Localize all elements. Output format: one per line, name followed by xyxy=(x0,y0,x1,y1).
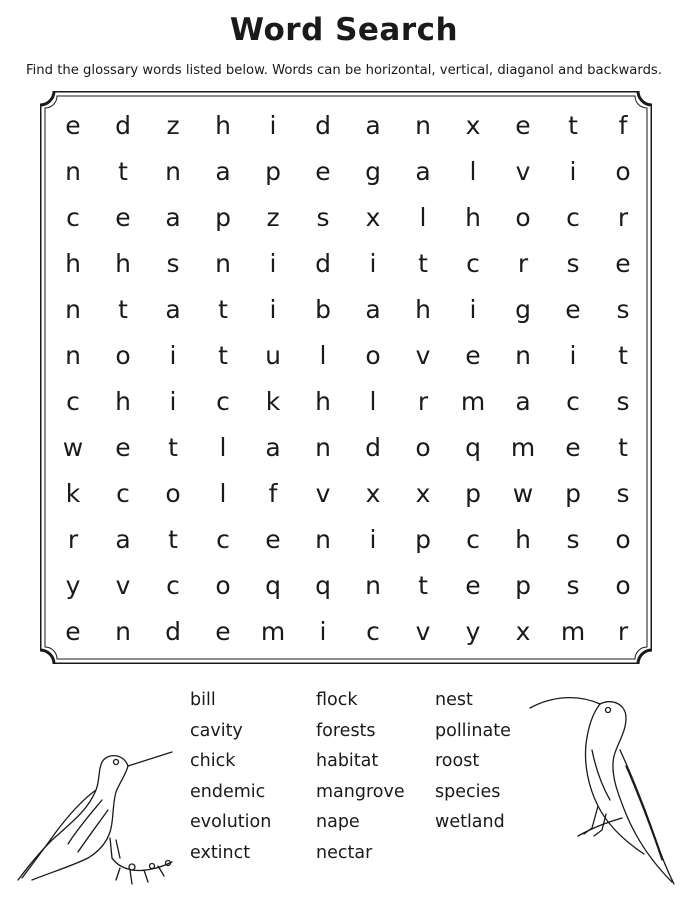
grid-cell: n xyxy=(515,341,531,370)
word-list-column-1 xyxy=(190,685,271,868)
grid-cell: n xyxy=(365,571,381,600)
grid-cell: c xyxy=(166,571,180,600)
grid-cell: p xyxy=(215,203,231,232)
grid-cell: h xyxy=(515,525,531,554)
grid-cell: p xyxy=(265,157,281,186)
grid-cell: r xyxy=(617,617,629,646)
grid-cell: s xyxy=(566,525,580,554)
word-wetland: wetland xyxy=(435,812,505,832)
grid-cell: r xyxy=(517,249,529,278)
grid-cell: y xyxy=(465,617,481,646)
grid-cell: i xyxy=(319,617,327,646)
grid-cell: c xyxy=(566,387,580,416)
grid-cell: s xyxy=(566,571,580,600)
grid-cell: y xyxy=(65,571,81,600)
grid-cell: o xyxy=(365,341,381,370)
grid-cell: i xyxy=(169,341,177,370)
grid-cell: d xyxy=(365,433,381,462)
grid-cell: z xyxy=(266,203,280,232)
grid-cell: x xyxy=(365,203,381,232)
grid-cell: v xyxy=(415,341,431,370)
word-flock: flock xyxy=(316,690,358,710)
grid-cell: t xyxy=(418,249,428,278)
grid-cell: a xyxy=(365,295,381,324)
grid-cell: l xyxy=(469,157,477,186)
grid-cell: k xyxy=(265,387,281,416)
word-mangrove: mangrove xyxy=(316,781,405,802)
grid-cell: t xyxy=(168,433,178,462)
grid-cell: h xyxy=(115,387,131,416)
grid-cell: s xyxy=(616,387,630,416)
grid-cell: c xyxy=(66,203,80,232)
grid-cell: h xyxy=(415,295,431,324)
grid-cell: i xyxy=(269,111,277,140)
grid-cell: p xyxy=(515,571,531,600)
grid-cell: l xyxy=(219,433,227,462)
grid-cell: e xyxy=(465,571,481,600)
grid-cell: h xyxy=(115,249,131,278)
grid-cell: i xyxy=(569,341,577,370)
word-list-column-2 xyxy=(316,685,405,868)
grid-cell: w xyxy=(62,433,84,462)
grid-cell: d xyxy=(315,111,331,140)
grid-cell: p xyxy=(565,479,581,508)
grid-cell: v xyxy=(115,571,131,600)
grid-cell: e xyxy=(65,111,81,140)
grid-cell: g xyxy=(515,295,531,324)
grid-cell: i xyxy=(269,249,277,278)
grid-cell: c xyxy=(566,203,580,232)
grid-cell: e xyxy=(565,295,581,324)
grid-cell: c xyxy=(466,525,480,554)
grid-cell: n xyxy=(415,111,431,140)
word-bill: bill xyxy=(190,690,216,710)
word-endemic: endemic xyxy=(190,781,266,802)
grid-cell: m xyxy=(260,617,286,646)
grid-cell: d xyxy=(165,617,181,646)
grid-cell: t xyxy=(618,433,628,462)
grid-cell: q xyxy=(315,571,331,600)
grid-cell: n xyxy=(215,249,231,278)
grid-cell: l xyxy=(369,387,377,416)
grid-cell: o xyxy=(515,203,531,232)
grid-cell: e xyxy=(265,525,281,554)
instructions: Find the glossary words listed below. Words can be horizontal, vertical, diaganol and backwards. xyxy=(26,63,662,78)
grid-cell: e xyxy=(515,111,531,140)
grid-cell: n xyxy=(65,295,81,324)
grid-cell: n xyxy=(115,617,131,646)
grid-cell: d xyxy=(115,111,131,140)
grid-cell: v xyxy=(515,157,531,186)
hummingbird-perched-icon xyxy=(12,740,182,890)
grid-cell: e xyxy=(115,433,131,462)
grid-cell: e xyxy=(465,341,481,370)
word-roost: roost xyxy=(435,751,480,771)
grid-cell: l xyxy=(319,341,327,370)
grid-cell: q xyxy=(265,571,281,600)
grid-cell: a xyxy=(365,111,381,140)
word-habitat: habitat xyxy=(316,751,379,771)
grid-cell: r xyxy=(417,387,429,416)
grid-cell: c xyxy=(216,387,230,416)
hummingbird-icon xyxy=(522,690,682,890)
grid-cell: u xyxy=(265,341,281,370)
grid-cell: t xyxy=(118,157,128,186)
word-nectar: nectar xyxy=(316,842,373,863)
grid-cell: f xyxy=(268,479,278,508)
grid-cell: o xyxy=(115,341,131,370)
word-cavity: cavity xyxy=(190,720,243,741)
grid-cell: i xyxy=(369,249,377,278)
grid-cell: a xyxy=(115,525,131,554)
grid-cell: h xyxy=(65,249,81,278)
grid-cell: b xyxy=(315,295,331,324)
grid-cell: a xyxy=(215,157,231,186)
grid-cell: i xyxy=(469,295,477,324)
grid-cell: x xyxy=(515,617,531,646)
grid-cell: t xyxy=(418,571,428,600)
grid-cell: e xyxy=(65,617,81,646)
grid-cell: c xyxy=(466,249,480,278)
grid-cell: i xyxy=(269,295,277,324)
grid-cell: d xyxy=(315,249,331,278)
grid-cell: n xyxy=(315,525,331,554)
word-list-column-3 xyxy=(435,685,511,838)
grid-cell: v xyxy=(315,479,331,508)
word-species: species xyxy=(435,781,501,802)
grid-cell: n xyxy=(165,157,181,186)
grid-cell: s xyxy=(316,203,330,232)
grid-cell: h xyxy=(315,387,331,416)
grid-cell: t xyxy=(118,295,128,324)
grid-cell: a xyxy=(415,157,431,186)
word-nape: nape xyxy=(316,812,360,832)
grid-cell: s xyxy=(166,249,180,278)
grid-cell: t xyxy=(618,341,628,370)
grid-cell: i xyxy=(569,157,577,186)
grid-cell: t xyxy=(218,341,228,370)
grid-cell: m xyxy=(510,433,536,462)
grid-cell: e xyxy=(215,617,231,646)
grid-cell: h xyxy=(215,111,231,140)
grid-cell: s xyxy=(566,249,580,278)
word-chick: chick xyxy=(190,751,236,771)
page-title: Word Search xyxy=(229,12,459,48)
grid-cell: p xyxy=(465,479,481,508)
grid-cell: a xyxy=(165,203,181,232)
grid-cell: n xyxy=(65,157,81,186)
grid-cell: e xyxy=(565,433,581,462)
grid-cell: o xyxy=(165,479,181,508)
grid-cell: s xyxy=(616,479,630,508)
grid-cell: l xyxy=(419,203,427,232)
grid-cell: t xyxy=(218,295,228,324)
word-pollinate: pollinate xyxy=(435,720,511,741)
grid-cell: a xyxy=(265,433,281,462)
grid-cell: h xyxy=(465,203,481,232)
grid-cell: x xyxy=(415,479,431,508)
grid-cell: t xyxy=(168,525,178,554)
grid-cell: x xyxy=(365,479,381,508)
grid-cell: a xyxy=(165,295,181,324)
letter-grid xyxy=(48,103,648,653)
grid-cell: c xyxy=(66,387,80,416)
grid-cell: n xyxy=(315,433,331,462)
grid-cell: e xyxy=(115,203,131,232)
word-forests: forests xyxy=(316,720,376,741)
grid-cell: o xyxy=(615,525,631,554)
grid-cell: o xyxy=(615,157,631,186)
grid-cell: x xyxy=(465,111,481,140)
grid-cell: t xyxy=(568,111,578,140)
grid-cell: z xyxy=(166,111,180,140)
grid-cell: n xyxy=(65,341,81,370)
word-nest: nest xyxy=(435,690,473,710)
grid-cell: m xyxy=(460,387,486,416)
grid-cell: o xyxy=(615,571,631,600)
grid-cell: c xyxy=(216,525,230,554)
grid-cell: k xyxy=(65,479,81,508)
grid-cell: r xyxy=(617,203,629,232)
grid-cell: s xyxy=(616,295,630,324)
grid-cell: e xyxy=(615,249,631,278)
grid-cell: l xyxy=(219,479,227,508)
grid-cell: c xyxy=(366,617,380,646)
grid-cell: a xyxy=(515,387,531,416)
grid-cell: m xyxy=(560,617,586,646)
grid-cell: i xyxy=(369,525,377,554)
word-extinct: extinct xyxy=(190,842,251,863)
grid-cell: p xyxy=(415,525,431,554)
grid-cell: e xyxy=(315,157,331,186)
grid-cell: i xyxy=(169,387,177,416)
grid-cell: c xyxy=(116,479,130,508)
grid-cell: w xyxy=(512,479,534,508)
grid-cell: g xyxy=(365,157,381,186)
grid-cell: q xyxy=(465,433,481,462)
word-evolution: evolution xyxy=(190,812,272,832)
grid-cell: r xyxy=(67,525,79,554)
grid-cell: o xyxy=(215,571,231,600)
grid-cell: f xyxy=(618,111,628,140)
grid-cell: v xyxy=(415,617,431,646)
grid-cell: o xyxy=(415,433,431,462)
